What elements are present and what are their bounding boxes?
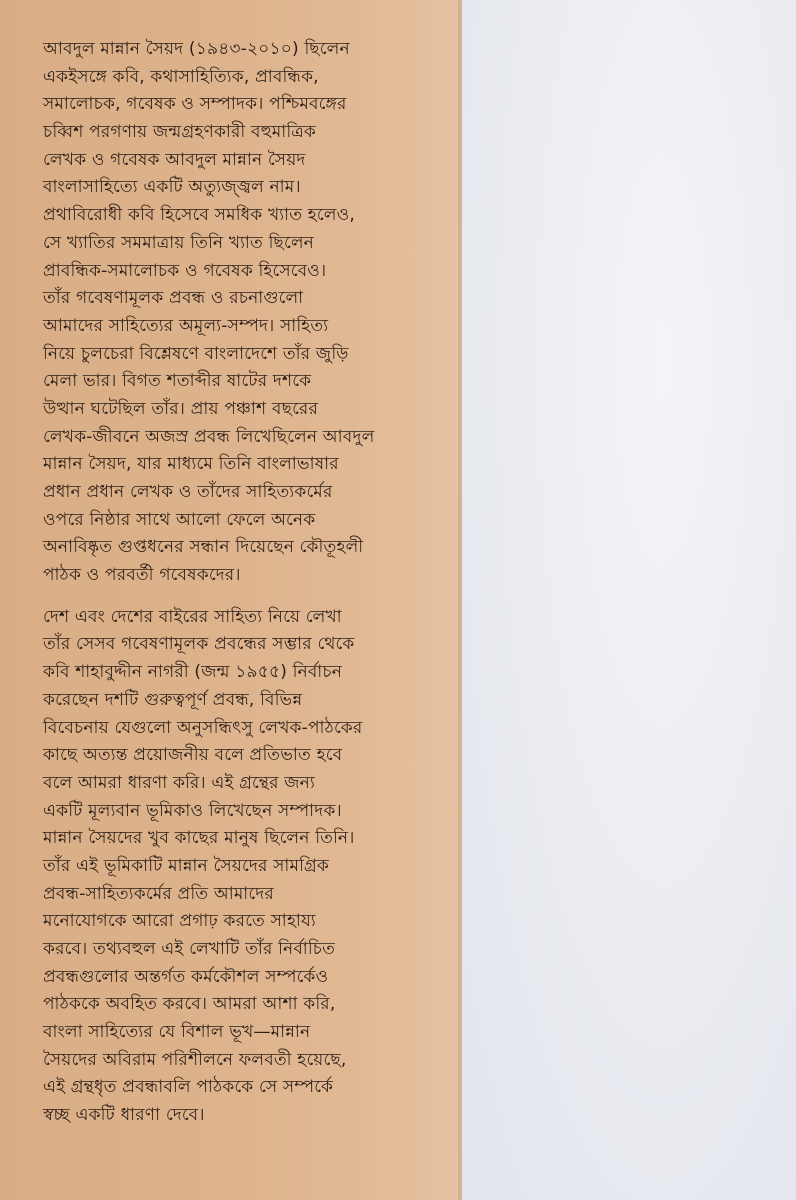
text-line: একটি মূল্যবান ভূমিকাও লিখেছেন সম্পাদক। — [43, 800, 342, 821]
text-line: মান্নান সৈয়দ, যার মাধ্যমে তিনি বাংলাভাষার — [43, 454, 339, 475]
text-line: বাংলাসাহিত্যে একটি অত্যুজ্জ্বল নাম। — [43, 177, 301, 198]
text-line: কাছে অত্যন্ত প্রয়োজনীয় বলে প্রতিভাত হবে — [43, 745, 343, 766]
text-line: মনোযোগকে আরো প্রগাঢ় করতে সাহায্য — [43, 911, 316, 932]
text-line: করেছেন দশটি গুরুত্বপূর্ণ প্রবন্ধ, বিভিন্ন — [43, 689, 303, 710]
text-line: তাঁর সেসব গবেষণামূলক প্রবন্ধের সম্ভার থেকে — [43, 634, 355, 655]
blank-page — [462, 0, 796, 1200]
text-line: প্রথাবিরোধী কবি হিসেবে সমধিক খ্যাত হলেও, — [43, 205, 355, 226]
flap-text — [43, 36, 443, 1130]
text-line: চব্বিশ পরগণায় জন্মগ্রহণকারী বহুমাত্রিক — [43, 122, 316, 143]
text-line: তাঁর এই ভূমিকাটি মান্নান সৈয়দের সামগ্রিক — [43, 855, 330, 876]
paragraph-1 — [43, 36, 443, 590]
text-line: লেখক-জীবনে অজস্র প্রবন্ধ লিখেছিলেন আবদুল — [43, 426, 375, 447]
text-line: মান্নান সৈয়দের খুব কাছের মানুষ ছিলেন তিনি। — [43, 828, 355, 849]
text-line: প্রবন্ধগুলোর অন্তর্গত কর্মকৌশল সম্পর্কেও — [43, 966, 329, 987]
text-line: বলে আমরা ধারণা করি। এই গ্রন্থের জন্য — [43, 772, 315, 793]
text-line: তাঁর গবেষণামূলক প্রবন্ধ ও রচনাগুলো — [43, 288, 304, 309]
text-line: করবে। তথ্যবহুল এই লেখাটি তাঁর নির্বাচিত — [43, 939, 336, 959]
text-line: লেখক ও গবেষক আবদুল মান্নান সৈয়দ — [43, 149, 306, 170]
text-line: এই গ্রন্থধৃত প্রবন্ধাবলি পাঠককে সে সম্পর্কে — [43, 1077, 334, 1098]
paragraph-2 — [43, 604, 443, 1130]
text-line: প্রবন্ধ-সাহিত্যকর্মের প্রতি আমাদের — [43, 883, 274, 904]
text-line: সে খ্যাতির সমমাত্রায় তিনি খ্যাত ছিলেন — [43, 232, 315, 253]
text-line: সমালোচক, গবেষক ও সম্পাদক। পশ্চিমবঙ্গের — [43, 94, 347, 115]
text-line: একইসঙ্গে কবি, কথাসাহিত্যিক, প্রাবন্ধিক, — [43, 66, 319, 87]
text-line: কবি শাহাবুদ্দীন নাগরী (জন্ম ১৯৫৫) নির্বাচন — [43, 662, 343, 683]
text-line: উত্থান ঘটেছিল তাঁর। প্রায় পঞ্চাশ বছরের — [43, 398, 319, 419]
text-line: সৈয়দের অবিরাম পরিশীলনে ফলবতী হয়েছে, — [43, 1049, 347, 1070]
text-line: অনাবিষ্কৃত গুপ্তধনের সন্ধান দিয়েছেন কৌতূহলী — [43, 537, 364, 558]
text-line: পাঠককে অবহিত করবে। আমরা আশা করি, — [43, 994, 336, 1015]
text-line: আবদুল মান্নান সৈয়দ (১৯৪৩-২০১০) ছিলেন — [43, 39, 350, 59]
text-line: আমাদের সাহিত্যের অমূল্য-সম্পদ। সাহিত্য — [43, 315, 329, 336]
text-line: ওপরে নিষ্ঠার সাথে আলো ফেলে অনেক — [43, 509, 316, 530]
text-line: পাঠক ও পরবর্তী গবেষকদের। — [43, 565, 241, 586]
text-line: প্রধান প্রধান লেখক ও তাঁদের সাহিত্যকর্মের — [43, 482, 333, 502]
text-line: মেলা ভার। বিগত শতাব্দীর ষাটের দশকে — [43, 371, 312, 392]
text-line: স্বচ্ছ একটি ধারণা দেবে। — [43, 1105, 205, 1126]
text-line: নিয়ে চুলচেরা বিশ্লেষণে বাংলাদেশে তাঁর জুড়ি — [43, 343, 349, 364]
text-line: বিবেচনায় যেগুলো অনুসন্ধিৎসু লেখক-পাঠকের — [43, 717, 363, 738]
text-line: প্রাবন্ধিক-সমালোচক ও গবেষক হিসেবেও। — [43, 260, 327, 281]
text-line: দেশ এবং দেশের বাইরের সাহিত্য নিয়ে লেখা — [43, 606, 342, 627]
text-line: বাংলা সাহিত্যের যে বিশাল ভূখ—মান্নান — [43, 1022, 311, 1043]
